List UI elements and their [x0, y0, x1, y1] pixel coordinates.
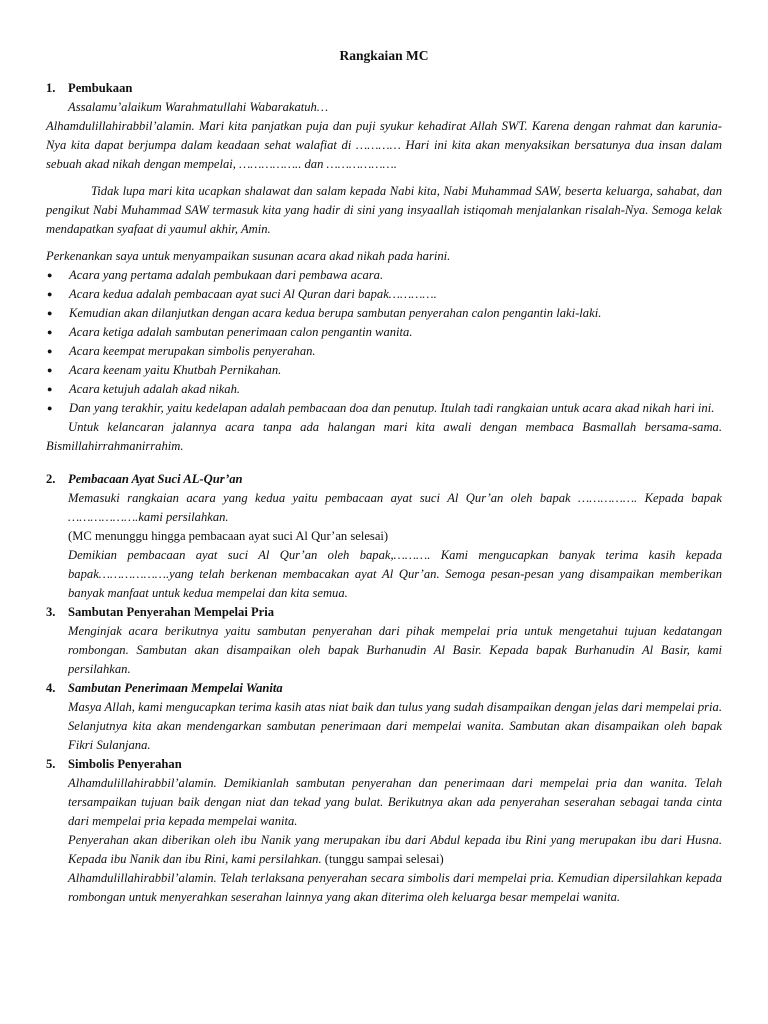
section-title: Simbolis Penyerahan — [68, 757, 182, 771]
closing-paragraph: Untuk kelancaran jalannya acara tanpa ada halangan mari kita awali dengan membaca Basmallah bersama-sama. Bismillahirrahmanirrahim. — [46, 420, 722, 453]
paragraph: Menginjak acara berikutnya yaitu sambutan penyerahan dari pihak mempelai pria untuk mengetahui tujuan kedatangan rombongan. Sambutan akan disampaikan oleh bapak Burhanudin Al Basir. Kepada bapak Burhanudin Al Basir, kami persilahkan. — [68, 624, 722, 676]
bullet-icon: ● — [47, 384, 53, 394]
section-number: 5. — [46, 757, 56, 771]
stage-note: (MC menunggu hingga pembacaan ayat suci Al Qur’an selesai) — [68, 529, 389, 543]
bullet-icon: ● — [47, 365, 53, 375]
bullet-icon: ● — [47, 270, 53, 280]
bullet-icon: ● — [47, 289, 53, 299]
bullet-icon: ● — [47, 327, 53, 337]
section-heading — [46, 755, 722, 774]
bullet-icon: ● — [47, 346, 53, 356]
list-item: ● Acara keempat merupakan simbolis penyerahan. — [46, 342, 722, 361]
paragraph: Memasuki rangkaian acara yang kedua yaitu pembacaan ayat suci Al Qur’an oleh bapak ……………. Kepada bapak ……………….kami persilahkan. — [68, 491, 722, 524]
section-number: 3. — [46, 605, 56, 619]
paragraph: Demikian pembacaan ayat suci Al Qur’an oleh bapak,………. Kami mengucapkan banyak terima kasih kepada bapak……………….yang telah berkenan membacakan ayat Al Qur’an. Semoga pesan-pesan yang disampaikan memberikan banyak manfaat untuk kedua mempelai dan kita semua. — [68, 548, 722, 600]
list-item: ● Acara ketujuh adalah akad nikah. — [46, 380, 722, 399]
agenda-list — [46, 266, 722, 418]
section-heading — [46, 603, 722, 622]
stage-note: (tunggu sampai selesai) — [324, 852, 444, 866]
document-title: Rangkaian MC — [339, 48, 429, 63]
paragraph: Masya Allah, kami mengucapkan terima kasih atas niat baik dan tulus yang sudah disampaikan dengan jelas dari mempelai pria. Selanjutnya kita akan mendengarkan sambutan penerimaan dari mempelai wanita. Sambutan akan disampaikan oleh bapak Fikri Sulanjana. — [68, 700, 722, 752]
list-item: ● Acara yang pertama adalah pembukaan dari pembawa acara. — [46, 266, 722, 285]
section-heading — [46, 679, 722, 698]
section-number: 4. — [46, 681, 56, 695]
paragraph: Alhamdulillahirabbil’alamin. Demikianlah sambutan penyerahan dan penerimaan dari mempelai pria dan wanita. Telah tersampaikan tujuan baik dengan niat dan tekad yang bulat. Berikutnya akan ada penyerahan seserahan sebagai tanda cinta dari mempelai pria kepada mempelai wanita. — [68, 776, 722, 828]
section-heading — [46, 470, 722, 489]
paragraph: Alhamdulillahirabbil’alamin. Mari kita panjatkan puja dan puji syukur kehadirat Allah SWT. Karena dengan rahmat dan karunia-Nya kita dapat berjumpa dalam keadaan sehat walafiat di ………… Hari ini kita akan menyaksikan bersatunya dua insan dalam sebuah akad nikah dengan mempelai, …………….. dan ………………. — [46, 119, 722, 171]
list-item: ● Acara ketiga adalah sambutan penerimaan calon pengantin wanita. — [46, 323, 722, 342]
section-simbolis-penyerahan — [46, 755, 722, 907]
section-title: Pembacaan Ayat Suci AL-Qur’an — [68, 472, 243, 486]
section-sambutan-penerimaan — [46, 679, 722, 755]
section-heading — [46, 79, 722, 98]
list-item: ● Dan yang terakhir, yaitu kedelapan adalah pembacaan doa dan penutup. Itulah tadi rangkaian untuk acara akad nikah hari ini. — [46, 399, 722, 418]
list-item: ● Acara kedua adalah pembacaan ayat suci Al Quran dari bapak…………. — [46, 285, 722, 304]
agenda-intro: Perkenankan saya untuk menyampaikan susunan acara akad nikah pada harini. — [46, 249, 451, 263]
paragraph: Tidak lupa mari kita ucapkan shalawat dan salam kepada Nabi kita, Nabi Muhammad SAW, beserta keluarga, sahabat, dan pengikut Nabi Muhammad SAW termasuk kita yang hadir di sini yang insyaallah istiqomah menjalankan risalah-Nya. Semoga kelak mendapatkan syafaat di yaumul akhir, Amin. — [46, 184, 722, 236]
section-number: 1. — [46, 81, 56, 95]
list-item: ● Kemudian akan dilanjutkan dengan acara kedua berupa sambutan penyerahan calon pengantin laki-laki. — [46, 304, 722, 323]
paragraph: Penyerahan akan diberikan oleh ibu Nanik yang merupakan ibu dari Abdul kepada ibu Rini yang merupakan ibu dari Husna. Kepada ibu Nanik dan ibu Rini, kami persilahkan. (tunggu sampai selesai) — [68, 833, 722, 866]
section-title: Sambutan Penyerahan Mempelai Pria — [68, 605, 275, 619]
section-sambutan-penyerahan — [46, 603, 722, 679]
salam-line: Assalamu’alaikum Warahmatullahi Wabarakatuh… — [68, 100, 329, 114]
section-pembukaan — [46, 79, 722, 456]
paragraph: Alhamdulillahirabbil’alamin. Telah terlaksana penyerahan secara simbolis dari mempelai pria. Kemudian dipersilahkan kepada rombongan untuk menyerahkan seserahan lainnya yang akan diterima oleh keluarga besar mempelai wanita. — [68, 871, 722, 904]
section-title: Sambutan Penerimaan Mempelai Wanita — [68, 681, 283, 695]
section-ayat-suci — [46, 470, 722, 603]
bullet-icon: ● — [47, 403, 53, 413]
list-item: ● Acara keenam yaitu Khutbah Pernikahan. — [46, 361, 722, 380]
section-title: Pembukaan — [68, 81, 133, 95]
bullet-icon: ● — [47, 308, 53, 318]
section-number: 2. — [46, 472, 56, 486]
